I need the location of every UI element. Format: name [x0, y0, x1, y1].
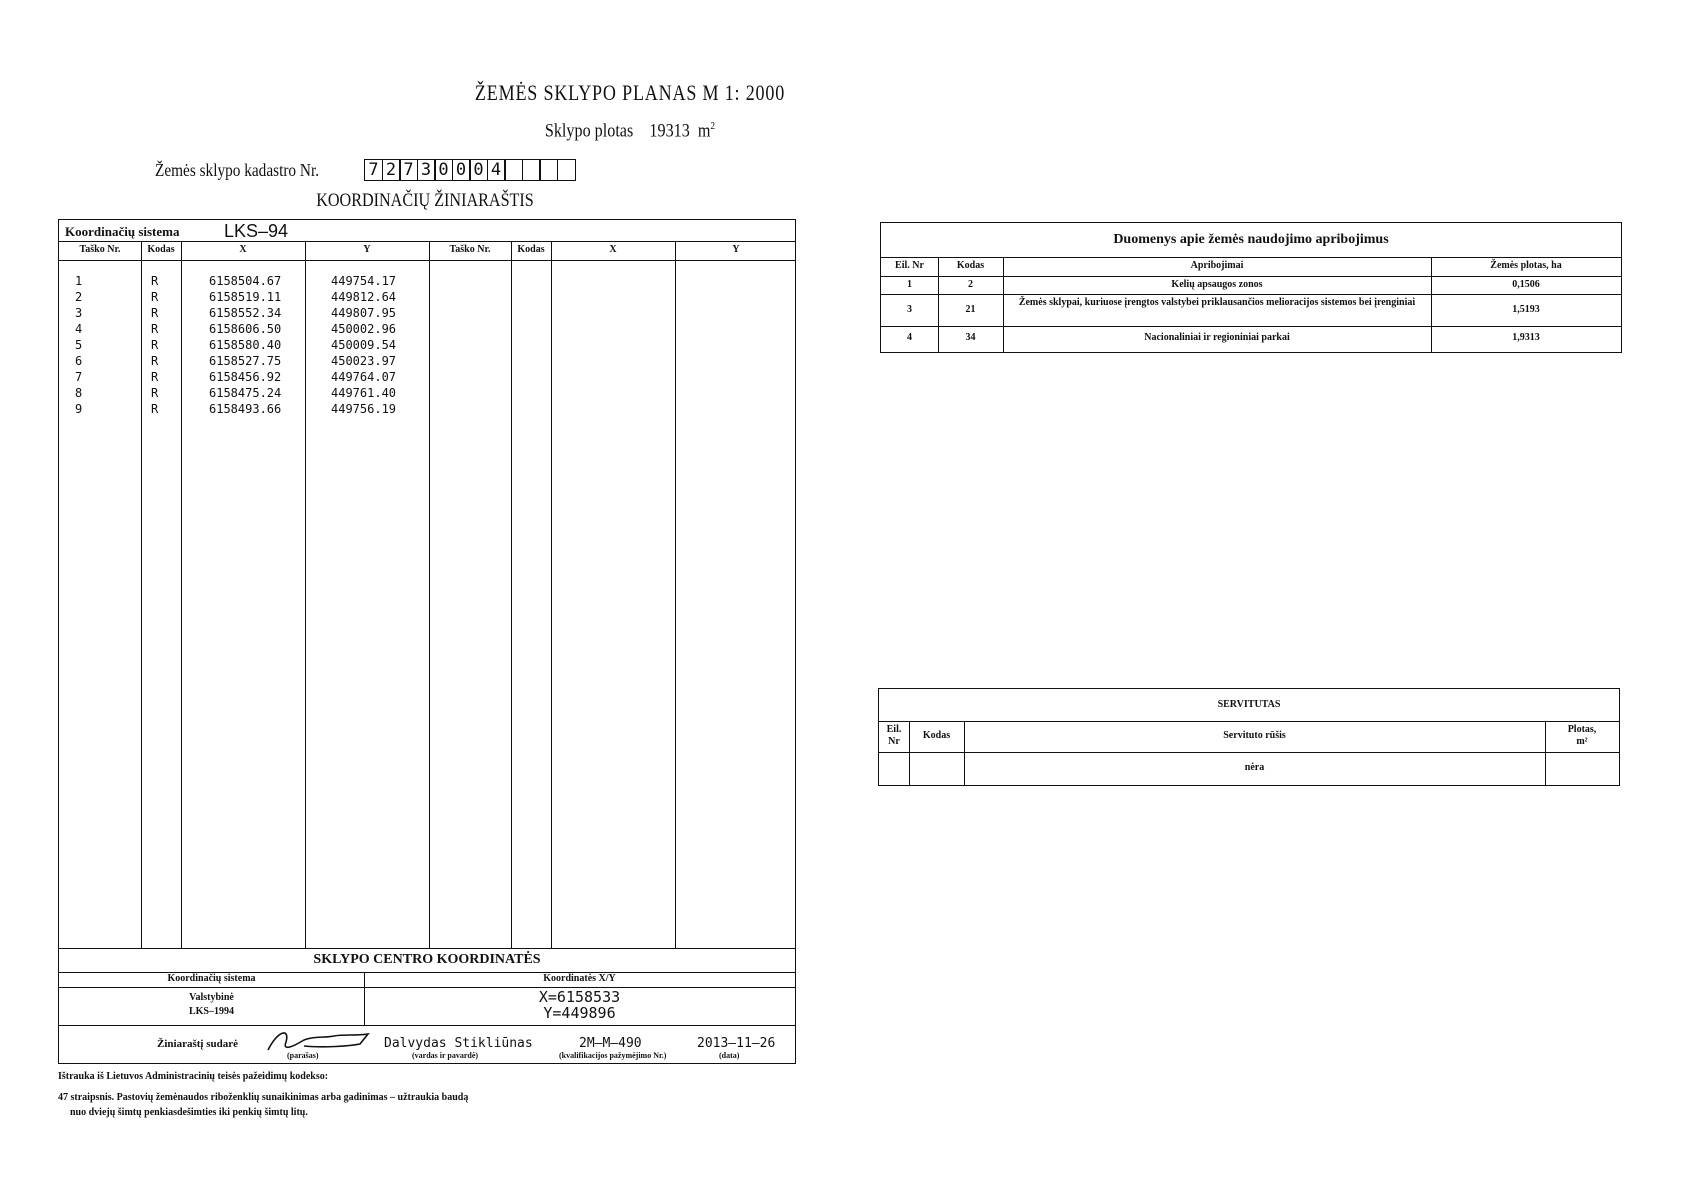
- col-header-x: X: [239, 244, 247, 255]
- col-header-y: Y: [363, 244, 371, 255]
- point-code: R: [151, 290, 159, 304]
- centre-x: X=6158533: [538, 988, 621, 1006]
- restriction-nr: 1: [907, 279, 912, 290]
- cadastre-digit: 0: [469, 159, 488, 181]
- col-header-servitude-type: Servituto rūšis: [1223, 730, 1286, 741]
- servitude-title: SERVITUTAS: [879, 689, 1619, 722]
- cadastre-digit: [557, 159, 576, 181]
- restriction-code: 34: [965, 332, 976, 343]
- point-x: 6158493.66: [209, 402, 282, 416]
- restrictions-title: Duomenys apie žemės naudojimo apribojimus: [881, 223, 1621, 258]
- point-x: 6158504.67: [209, 274, 282, 288]
- servitude-value: nėra: [1244, 762, 1265, 773]
- cadastre-digit: 0: [434, 159, 453, 181]
- col-header-x-2: X: [609, 244, 617, 255]
- point-nr: 7: [75, 370, 83, 384]
- footnote-line-2: 47 straipsnis. Pastovių žemėnaudos riboženklių sunaikinimas arba gadinimas – užtraukia baudą: [58, 1092, 469, 1103]
- point-x: 6158552.34: [209, 306, 282, 320]
- col-header-point-nr-2: Taško Nr.: [449, 244, 491, 255]
- centre-header-row: [59, 972, 795, 988]
- centre-system-line2: LKS–1994: [188, 1006, 234, 1017]
- table-row: [879, 752, 1619, 785]
- column-divider: [141, 241, 142, 949]
- coordinates-table: [58, 219, 796, 1064]
- col-header-restriction: Apribojimai: [1190, 260, 1244, 271]
- cadastre-digit: 7: [364, 159, 383, 181]
- date-caption: (data): [719, 1051, 740, 1060]
- point-y: 450002.96: [331, 322, 397, 336]
- coordinates-header-row: [59, 241, 795, 261]
- column-divider: [511, 241, 512, 949]
- point-x: 6158456.92: [209, 370, 282, 384]
- table-row: [881, 294, 1621, 327]
- table-row: [881, 276, 1621, 295]
- coordinates-list-title: KOORDINAČIŲ ŽINIARAŠTIS: [316, 190, 534, 211]
- footnote-line-1: Ištrauka iš Lietuvos Administracinių teisės pažeidimų kodekso:: [58, 1071, 329, 1082]
- restriction-area: 1,9313: [1512, 332, 1540, 343]
- point-code: R: [151, 322, 159, 336]
- cadastre-digit: 0: [452, 159, 471, 181]
- centre-coordinates: [364, 989, 795, 1021]
- point-code: R: [151, 274, 159, 288]
- point-code: R: [151, 386, 159, 400]
- point-y: 449761.40: [331, 386, 397, 400]
- cadastre-label: Žemės sklypo kadastro Nr.: [155, 160, 320, 180]
- signature-caption: (parašas): [287, 1051, 319, 1060]
- point-y: 450009.54: [331, 338, 397, 352]
- point-x: 6158606.50: [209, 322, 282, 336]
- point-nr: 3: [75, 306, 83, 320]
- servitude-table: [878, 688, 1620, 786]
- point-x: 6158475.24: [209, 386, 282, 400]
- plot-area-label: Sklypo plotas: [544, 120, 634, 142]
- centre-y: Y=449896: [543, 1004, 616, 1022]
- point-nr: 5: [75, 338, 83, 352]
- plot-area-unit-sup: 2: [710, 120, 716, 132]
- restriction-nr: 4: [907, 332, 912, 343]
- cadastre-digit: 3: [417, 159, 436, 181]
- col-header-area-line2: m²: [1576, 736, 1588, 747]
- table-row: [881, 326, 1621, 352]
- point-y: 449756.19: [331, 402, 397, 416]
- point-nr: 1: [75, 274, 83, 288]
- point-code: R: [151, 370, 159, 384]
- col-header-code: Kodas: [956, 260, 985, 271]
- plot-area: [95, 120, 1166, 142]
- name-caption: (vardas ir pavardė): [412, 1051, 479, 1060]
- col-header-point-nr: Taško Nr.: [79, 244, 121, 255]
- restrictions-table: [880, 222, 1622, 353]
- signature-image: [264, 1026, 374, 1056]
- column-divider: [429, 241, 430, 949]
- col-header-nr-line2: Nr: [888, 736, 900, 747]
- point-nr: 4: [75, 322, 83, 336]
- col-header-y-2: Y: [732, 244, 740, 255]
- coordinate-system-label: Koordinačių sistema: [65, 224, 180, 239]
- centre-xy-header: Koordinatės X/Y: [543, 973, 616, 984]
- restriction-text: Žemės sklypai, kuriuose įrengtos valstybei priklausančios melioracijos sistemos bei įrenginiai: [1018, 297, 1416, 308]
- compiler-name: Dalvydas Stikliūnas: [384, 1036, 533, 1051]
- page-title: ŽEMĖS SKLYPO PLANAS M 1: 2000: [474, 80, 786, 105]
- col-header-nr: Eil. Nr: [895, 260, 924, 271]
- centre-sys-header: Koordinačių sistema: [167, 973, 256, 984]
- cadastre-number: [364, 159, 574, 181]
- servitude-header-row: [879, 721, 1619, 753]
- point-y: 449754.17: [331, 274, 397, 288]
- point-nr: 9: [75, 402, 83, 416]
- col-header-area-line1: Plotas,: [1567, 724, 1597, 735]
- centre-values-row: [59, 987, 795, 1026]
- point-nr: 2: [75, 290, 83, 304]
- point-x: 6158519.11: [209, 290, 282, 304]
- cadastre-digit: [539, 159, 558, 181]
- plot-area-unit: m: [697, 120, 711, 142]
- compiled-date: 2013–11–26: [697, 1036, 776, 1051]
- coordinate-system-row: [59, 220, 795, 242]
- restriction-area: 0,1506: [1512, 279, 1540, 290]
- point-code: R: [151, 354, 159, 368]
- cadastre-digit: 7: [399, 159, 418, 181]
- restriction-text: Kelių apsaugos zonos: [1171, 279, 1263, 290]
- cadastre-digit: 4: [487, 159, 506, 181]
- compiled-by-label: Žiniaraštį sudarė: [157, 1038, 238, 1050]
- centre-system-line1: Valstybinė: [189, 992, 234, 1003]
- col-header-code: Kodas: [922, 730, 951, 741]
- col-header-area: [1545, 724, 1619, 748]
- column-divider: [675, 241, 676, 949]
- restriction-code: 2: [968, 279, 973, 290]
- plot-area-value: 19313: [649, 120, 690, 142]
- certificate-number: 2M–M–490: [579, 1036, 642, 1051]
- point-x: 6158580.40: [209, 338, 282, 352]
- col-header-nr: [879, 724, 909, 748]
- point-y: 449764.07: [331, 370, 397, 384]
- point-y: 450023.97: [331, 354, 397, 368]
- column-divider: [181, 241, 182, 949]
- signature-row: [59, 1026, 795, 1063]
- column-divider: [305, 241, 306, 949]
- point-y: 449812.64: [331, 290, 397, 304]
- restriction-text: Nacionaliniai ir regioniniai parkai: [1144, 332, 1290, 343]
- point-x: 6158527.75: [209, 354, 282, 368]
- restrictions-header-row: [881, 257, 1621, 277]
- centre-system: [59, 991, 364, 1019]
- point-code: R: [151, 402, 159, 416]
- col-header-nr-line1: Eil.: [886, 724, 902, 735]
- column-divider: [551, 241, 552, 949]
- point-code: R: [151, 338, 159, 352]
- col-header-code-2: Kodas: [517, 244, 545, 255]
- certificate-caption: (kvalifikacijos pažymėjimo Nr.): [559, 1051, 667, 1060]
- restriction-area: 1,5193: [1512, 304, 1540, 315]
- point-y: 449807.95: [331, 306, 397, 320]
- col-header-code: Kodas: [147, 244, 175, 255]
- centre-coordinates-title: SKLYPO CENTRO KOORDINATĖS: [59, 948, 795, 973]
- point-code: R: [151, 306, 159, 320]
- restriction-code: 21: [965, 304, 976, 315]
- col-header-area: Žemės plotas, ha: [1490, 260, 1562, 271]
- point-nr: 6: [75, 354, 83, 368]
- cadastre-digit: [522, 159, 541, 181]
- coordinate-system-value: LKS–94: [224, 221, 289, 241]
- cadastre-digit: [504, 159, 523, 181]
- footnote-line-3: nuo dviejų šimtų penkiasdešimties iki penkių šimtų litų.: [70, 1107, 308, 1118]
- point-nr: 8: [75, 386, 83, 400]
- cadastre-digit: 2: [382, 159, 401, 181]
- restriction-nr: 3: [907, 304, 912, 315]
